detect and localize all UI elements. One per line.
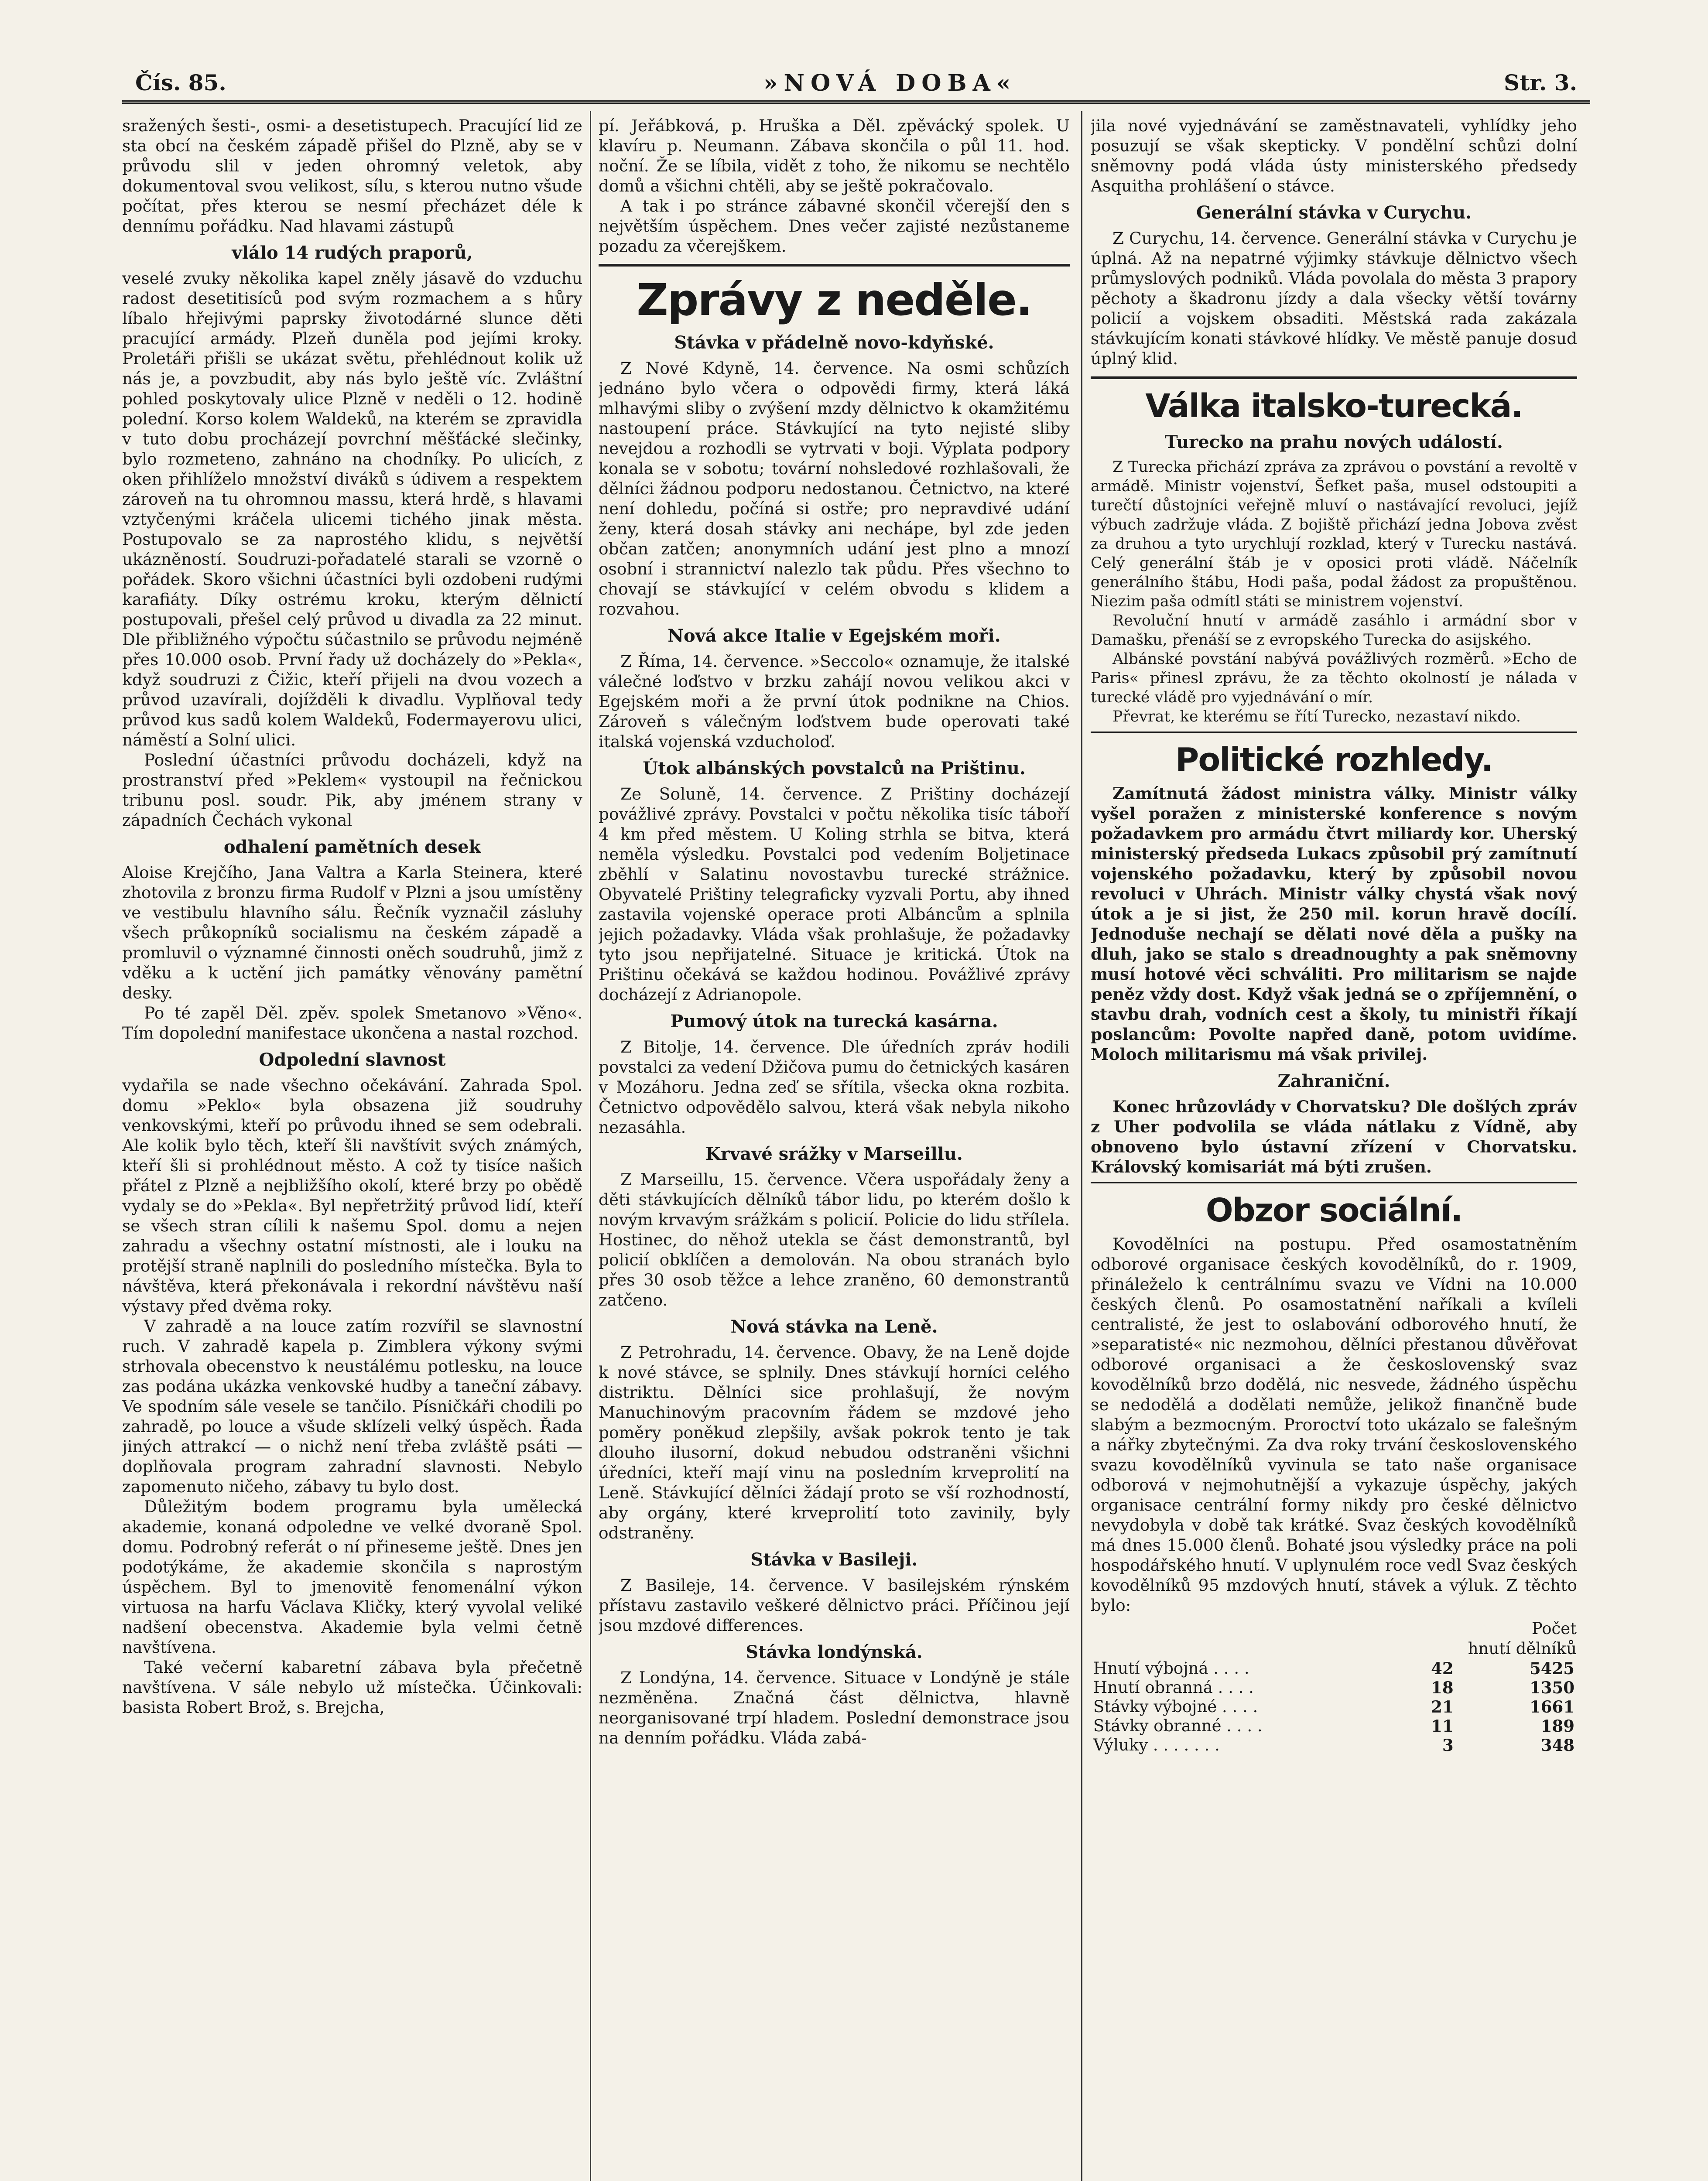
article-paragraph: Revoluční hnutí v armádě zasáhlo i armádní sbor v Damašku, přenáší se z evropského Turecka do asijského. [1091,612,1577,649]
section-subheading: Odpolední slavnost [259,1049,446,1070]
section-subheading: odhalení pamětních desek [223,837,481,857]
article-heading: Nová akce Italie v Egejském moři. [667,626,1001,646]
table-row [1091,1716,1577,1736]
article-paragraph: Poslední účastníci průvodu docházeli, když na prostranství před »Peklem« vystoupil na řečnickou tribunu posl. soudr. Pik, aby jménem strany v západních Čechách vykonal [122,750,582,830]
table-row [1091,1736,1577,1755]
article-paragraph: Z Říma, 14. července. »Seccolo« oznamuje, že italské válečné loďstvo v brzku zahájí novou velikou akci v Egejském moři a že první útok podnikne na Chios. Zároveň s válečným loďstvem bude operovati také italská vojenská vzducholoď. [599,652,1070,751]
article-paragraph: Albánské povstání nabývá povážlivých rozměrů. »Echo de Paris« přinesl zprávu, že za těchto okolností je nálada v turecké vládě pro vyjednávání o mír. [1091,650,1577,706]
article-paragraph: Kovodělníci na postupu. Před osamostatněním odborové organisace českých kovodělníků, do r. 1909, přináleželo k centrálnímu svazu ve Vídni na 10.000 českých členů. Po osamostatnění naříkali a kvíleli centralisté, že jest to oslabování odborového hnutí, že »separatisté« nic nezmohou, dělníci přestanou důvěřovat odborové organisaci a že československý svaz kovodělníků brzo dodělá, nic nesvede, žádného úspěchu se nedodělá a dodělati nemůže, jelikož finančně bude slabým a bezmocným. Proroctví toto ukázalo se falešným a nářky zbytečnými. Za dva roky trvání československého svazu kovodělníků vyvinula se tato naše organisace odborová v nejmohutnější a vykazuje úspěchy, jakých organisace centrální formy nikdy pro české dělnictvo nevydobyla v době tak krátké. Svaz českých kovodělníků má dnes 15.000 členů. Bohaté jsou výsledky práce na poli hospodářského hnutí. V uplynulém roce vedl Svaz českých kovodělníků 95 mzdových hnutí, stávek a výluk. Z těchto bylo: [1091,1234,1577,1615]
article-paragraph: sražených šesti-, osmi- a desetistupech. Pracující lid ze sta obcí na českém západě přišel do Plzně, aby se v průvodu slil v jeden ohromný veletok, aby dokumentoval svou velikost, sílu, s kterou nutno všude počítat, přes kterou se nesmí přecházet déle k dennímu pořádku. Nad hlavami zástupů [122,116,582,236]
column-2 [599,116,1070,2181]
article-paragraph: Převrat, ke kterému se řítí Turecko, nezastaví nikdo. [1112,708,1521,725]
article-heading: Nová stávka na Leně. [730,1316,938,1337]
column-divider [1081,111,1082,2181]
section-rule [1091,732,1577,733]
article-heading: Útok albánských povstalců na Prištinu. [643,758,1026,779]
row-label: Hnutí výbojná . . . . [1093,1659,1249,1678]
article-paragraph: A tak i po stránce zábavné skončil včerejší den s největším úspěchem. Dnes večer zajisté nezůstaneme pozadu za včerejškem. [599,196,1070,256]
row-label: Stávky výbojné . . . . [1093,1697,1258,1716]
column-1 [122,116,582,2181]
cell-delniku: 348 [1540,1736,1575,1755]
cell-delniku: 1661 [1530,1697,1575,1716]
article-paragraph: Z Londýna, 14. července. Situace v Londýně je stále nezměněna. Značná část dělnictva, hlavně neorganisované trpí hladem. Poslední demonstrace jsou na denním pořádku. Vláda zabá- [599,1668,1070,1747]
article-paragraph: Aloise Krejčího, Jana Valtra a Karla Steinera, které zhotovila z bronzu firma Rudolf v Plzni a jsou umístěny ve vestibulu hlavního sálu. Řečník vyznačil zásluhy všech průkopníků socialismu na českém západě a promluvil o významné činnosti oněch soudruhů, jimž z vděku a k uctění jich památky věnovány pamětní desky. [122,863,582,1002]
article-paragraph: Z Curychu, 14. července. Generální stávka v Curychu je úplná. Až na nepatrné výjimky stávkuje dělnictvo všech průmyslových podniků. Vláda povolala do města 3 prapory pěchoty a škadronu jízdy a dala všecky větší továrny policií a vojskem obsaditi. Městská rada zakázala stávkujícím konati stávkové hlídky. Ve městě panuje dosud úplný klid. [1091,229,1577,368]
article-paragraph: Důležitým bodem programu byla umělecká akademie, konaná odpoledne ve velké dvoraně Spol. domu. Podrobný referát o ní přineseme ještě. Dnes jen podotýkáme, že akademie skončila s naprostým úspěchem. Byl to jmenovitě fenomenální výkon virtuosa na harfu Václava Kličky, který vyvolal veliké nadšení obecenstva. Akademie byla velmi četně navštívena. [122,1497,582,1657]
table-row [1091,1697,1577,1716]
page-header [135,65,1577,105]
section-rule [599,264,1070,267]
table-row [1091,1678,1577,1697]
cell-delniku: 5425 [1530,1659,1575,1678]
table-header-row [1091,1639,1577,1659]
article-paragraph: Po té zapěl Děl. zpěv. spolek Smetanovo »Věno«. Tím dopolední manifestace ukončena a nastal rozchod. [122,1003,582,1043]
issue-number: Čís. 85. [135,70,226,96]
column-3 [1091,116,1577,2181]
article-paragraph: Z Turecka přichází zpráva za zprávou o povstání a revoltě v armádě. Ministr vojenství, Šefket paša, musel odstoupiti a turečtí důstojníci veřejně mluví o nastávající revoluci, jejíž výbuch zadržuje vláda. Z bojiště přichází jedna Jobova zvěst za druhou a tyto urychlují rozklad, který v Turecku nastává. Celý generální štáb je v oposici proti vládě. Náčelník generálního štábu, Hodi paša, podal žádost za propuštěnou. Niezim paša odmítl státi se ministrem vojenství. [1091,458,1577,610]
cell-hnuti: 3 [1442,1736,1454,1755]
column-divider [590,111,591,2181]
cell-hnuti: 42 [1431,1659,1454,1678]
article-heading: Pumový útok na turecká kasárna. [670,1011,998,1032]
article-heading: Turecko na prahu nových událostí. [1165,432,1503,452]
header-rule [122,100,1590,104]
article-paragraph: Z Basileje, 14. července. V basilejském rýnském přístavu zastavilo veškeré dělnictvo práci. Příčinou její jsou mzdové differences. [599,1576,1070,1635]
article-paragraph: Ze Soluně, 14. července. Z Prištiny docházejí povážlivé zprávy. Povstalci v počtu několika tisíc táboří 4 km před městem. U Koling strhla se bitva, která neměla výsledku. Povstalci pod vedením Boljetinace zběhlí v Salatinu novostavbu turecké strážnice. Obyvatelé Prištiny telegraficky vyzvali Portu, aby ihned zastavila vojenské operace proti Albáncům a splnila jejich požadavky. Vláda však prohlašuje, že požadavky tyto jsou nepřijatelné. Situace je kritická. Útok na Prištinu očekává se každou hodinou. Povážlivé zprávy docházejí z Adrianopole. [599,784,1070,1004]
article-paragraph: vydařila se nade všechno očekávání. Zahrada Spol. domu »Peklo« byla obsazena již soudruhy venkovskými, kteří po průvodu ihned se sem odebrali. Ale kolik bylo těch, kteří šli navštívit svých známých, kteří šli si prohlédnout město. A což ty tisíce našich přátel z Plzně a nejbližšího okolí, které brzy po obědě vydaly se do »Pekla«. Byl nepřetržitý průvod lidí, kteří se všech stran cílili k našemu Spol. domu a nejen zahradu a všechny ostatní místnosti, ale i louku na protější straně naplnili do posledního místečka. Byla to návštěva, která překonávala i rekordní návštěvu naší výstavy před dvěma roky. [122,1076,582,1316]
masthead-title: »NOVÁ DOBA« [763,70,1017,96]
article-paragraph: Konec hrůzovlády v Chorvatsku? Dle došlých zpráv z Uher podvolila se vláda nátlaku z Vídně, aby obnoveno bylo ústavní zřízení v Chorvatsku. Královský komisariát má býti zrušen. [1091,1097,1577,1176]
article-paragraph: V zahradě a na louce zatím rozvířil se slavnostní ruch. V zahradě kapela p. Zimblera výkony svými strhovala obecenstvo k neustálému potlesku, na louce zas podána ukázka venkovské hudby a taneční zábavy. Ve spodním sále vesele se tančilo. Písničkáři chodili po zahradě, po louce a všude sklízeli velký úspěch. Řada jiných attrakcí — o nichž není třeba zvláště psáti — doplňovala program zahradní slavnosti. Nebylo zapomenuto ničeho, zábavy tu bylo dost. [122,1316,582,1496]
table-row [1091,1659,1577,1678]
article-heading: Generální stávka v Curychu. [1196,202,1472,223]
article-heading: Stávka v Basileji. [750,1549,918,1570]
article-paragraph: veselé zvuky několika kapel zněly jásavě do vzduchu radost desetitisíců pod svým rozmachem a s hůry líbalo hřejivými paprsky životodárné slunce děti pracující armády. Plzeň duněla pod jejími kroky. Proletáři přišli se ukázat světu, přehlédnout kolik už nás je, a povzbudit, aby nás bylo ještě víc. Zvláštní pohled poskytovaly ulice Plzně v neděli o 12. hodině polední. Korso kolem Waldeků, na kterém se zpravidla v tuto dobu procházejí povrchní měšťácké slečinky, bylo rozmeteno, zahnáno na chodníky. Po ulicích, z oken přihlíželo množství diváků s údivem a respektem zároveň na tu ohromnou massu, která hrdě, s hlavami vztyčenými kráčela ulicemi tichého jinak města. Postupovalo se za naprostého klidu, s největší ukázněností. Soudruzi-pořadatelé starali se vzorně o pořádek. Skoro všichni účastníci byli ozdobeni rudými karafiáty. Díky ostrému kroku, kterým dělnictí postupovali, přešel celý průvod u divadla za 22 minut. Dle přibližného výpočtu súčastnilo se průvodu nejméně přes 10.000 osob. První řady už docházely do »Pekla«, když soudruzi z Čižic, kteří přijeli na dvou vozech a průvod uzavírali, dojížděli k divadlu. Vyplňoval tedy průvod kus sadů kolem Waldeků, Fodermayerovu ulici, náměstí a Solní ulici. [122,269,582,749]
cell-delniku: 1350 [1530,1678,1575,1697]
section-headline: Zprávy z neděle. [637,274,1032,325]
row-label: Výluky . . . . . . . [1093,1736,1220,1754]
article-heading: Stávka v přádelně novo-kdyňské. [674,332,994,353]
section-headline: Politické rozhledy. [1175,741,1492,779]
article-heading: Stávka londýnská. [746,1642,923,1662]
article-paragraph: jila nové vyjednávání se zaměstnavateli, vyhlídky jeho posuzují se však skepticky. V pondělní schůzi dolní sněmovny podá vláda ústy ministerského předsedy Asquitha prohlášení o stávce. [1091,116,1577,195]
article-paragraph: Také večerní kabaretní zábava byla přečetně navštívena. V sále nebylo už místečka. Účinkovali: basista Robert Brož, s. Brejcha, [122,1658,582,1717]
cell-hnuti: 18 [1431,1678,1454,1697]
section-rule [1091,1182,1577,1183]
cell-delniku: 189 [1540,1716,1575,1736]
table-header: Počet [1531,1619,1577,1638]
statistics-table [1091,1619,1577,1755]
section-headline: Válka italsko-turecká. [1145,387,1523,425]
article-paragraph: Z Nové Kdyně, 14. července. Na osmi schůzích jednáno bylo včera o odpovědi firmy, která láká mlhavými sliby o zvýšení mzdy dělnictvo k okamžitému nastoupení práce. Stávkující na tyto nejisté sliby nevejdou a rozhodli se vytrvati v boji. Výplata podpory konala se v sobotu; tovární nohsledové rozhlašovali, že dělníci žádnou podporu nedostanou. Četnictvo, na které není dohledu, počíná si ostře; pro nepravdivé udání ženy, která dosah stávky ani nechápe, byl zde jeden občan zatčen; anonymních udání jest plno a mnozí osobní i strannictví nalezlo tak půdu. Přes všechno to chovají se stávkující v celém obvodu s klidem a rozvahou. [599,359,1070,619]
article-paragraph: Z Marseillu, 15. července. Včera uspořádaly ženy a děti stávkujících dělníků tábor lidu, po kterém došlo k novým krvavým srážkám s policií. Policie do lidu střílela. Hostinec, do něhož utekla se část demonstrantů, byl policií obklíčen a demolován. Na obou stranách bylo přes 30 osob těžce a lehce zraněno, 60 demonstrantů zatčeno. [599,1170,1070,1309]
article-heading: Krvavé srážky v Marseillu. [705,1144,963,1164]
article-paragraph: Zamítnutá žádost ministra války. Ministr války vyšel poražen z ministerské konference s novým požadavkem pro armádu čtvrt miliardy kor. Uherský ministerský předseda Lukacs způsobil prý zamítnutí vojenského požadavku, který by způsobil novou revoluci v Uhrách. Ministr války chystá však nový útok a je si jist, že 250 mil. korun hravě docílí. Jednoduše nechají se dělati nové děla a pušky na dluh, jako se stalo s dreadnoughty a pak sněmovny musí hotové věci schváliti. Pro militarism se najde peněz vždy dost. Když však jedná se o zpříjemnění, o stavbu drah, vodních cest a školy, tu ministři říkají poslancům: Povolte napřed daně, potom uvidíme. Moloch militarismu má však privilej. [1091,784,1577,1064]
table-header-row [1091,1619,1577,1639]
article-paragraph: Z Petrohradu, 14. července. Obavy, že na Leně dojde k nové stávce, se splnily. Dnes stávkují horníci celého distriktu. Dělníci sice prohlašují, že novým Manuchinovým pracovním řádem se mzdové jeho poměry poněkud zlepšily, avšak pokrok tento je tak dlouho ilusorní, dokud nebudou odstraněni všichni úředníci, kteří mají vinu na posledním krveprolití na Leně. Stávkující dělníci žádají proto se vší rozhodností, aby orgány, které krveprolití toto zavinily, byly odstraněny. [599,1343,1070,1542]
section-headline: Obzor sociální. [1205,1192,1462,1229]
section-rule [1091,376,1577,379]
cell-hnuti: 21 [1431,1697,1454,1716]
article-heading: Zahraniční. [1277,1071,1390,1091]
row-label: Hnutí obranná . . . . [1093,1678,1254,1697]
page-number: Str. 3. [1504,70,1577,96]
cell-hnuti: 11 [1431,1716,1454,1736]
article-paragraph: pí. Jeřábková, p. Hruška a Děl. zpěvácký spolek. U klavíru p. Neumann. Zábava skončila o půl 11. hod. noční. Že se líbila, vidět z toho, že nikomu se nechtělo domů a všichni chtěli, aby se ještě pokračovalo. [599,116,1070,195]
section-subheading: vlálo 14 rudých praporů, [232,243,473,263]
row-label: Stávky obranné . . . . [1093,1716,1263,1735]
table-header: hnutí dělníků [1468,1639,1577,1658]
article-paragraph: Z Bitolje, 14. července. Dle úředních zpráv hodili povstalci za vedení Džičova pumu do četnických kasáren v Mozáhoru. Jedna zeď se sřítila, všecka okna rozbita. Četnictvo odpovědělo salvou, která však nebyla nikoho nezasáhla. [599,1037,1070,1137]
